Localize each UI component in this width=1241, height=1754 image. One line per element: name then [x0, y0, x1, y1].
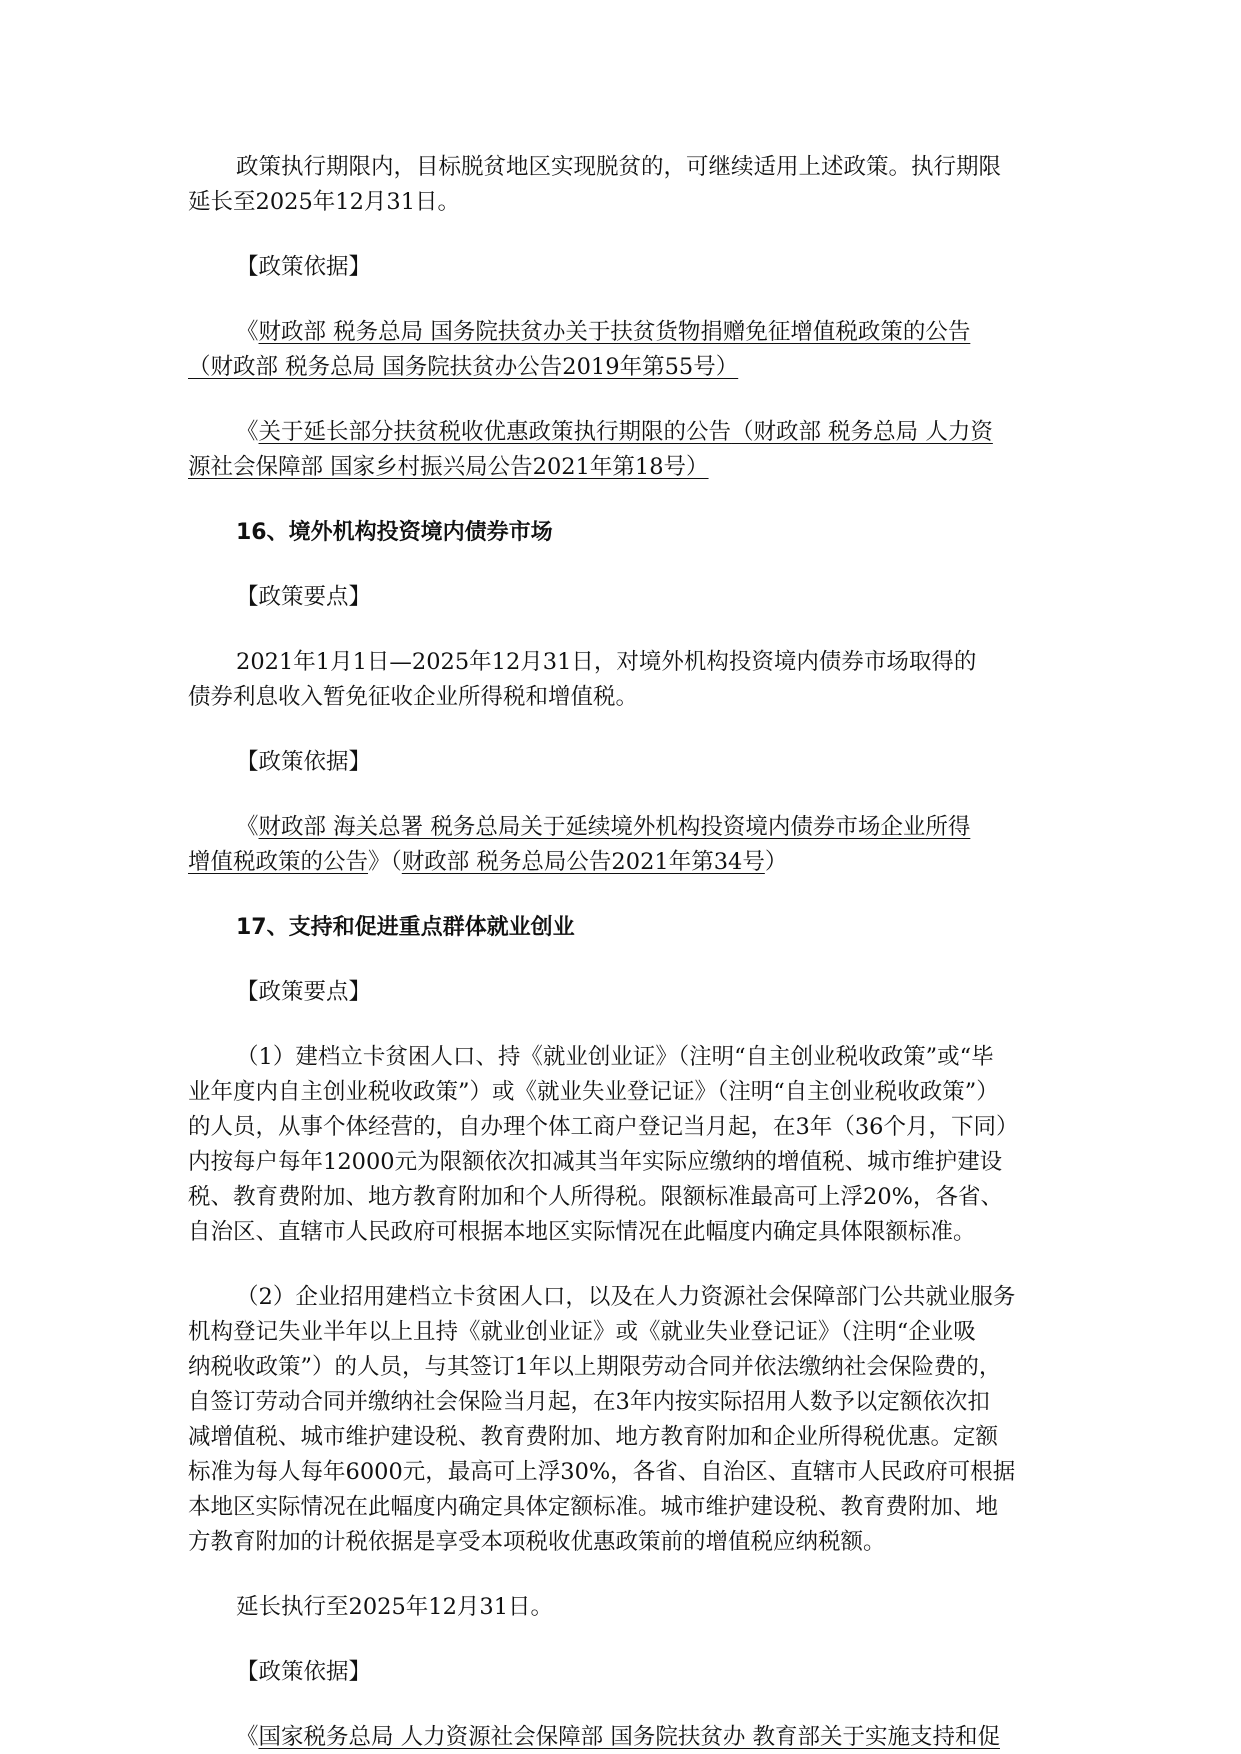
policy-link[interactable]: 关于延长部分扶贫税收优惠政策执行期限的公告 — [258, 419, 732, 445]
policy-link[interactable]: 财政部 税务总局 国务院扶贫办关于扶贫货物捐赠免征增值税政策的公告 — [258, 319, 971, 345]
paragraph-enterprise-hiring — [188, 1280, 1056, 1560]
text-line: （2）企业招用建档立卡贫困人口，以及在人力资源社会保障部门公共就业服务 — [236, 1284, 1016, 1310]
text-line — [188, 450, 1056, 485]
text-line: 自治区、直辖市人民政府可根据本地区实际情况在此幅度内确定具体限额标准。 — [188, 1219, 976, 1245]
policy-link[interactable]: （财政部 税务总局 人力资 — [731, 419, 993, 445]
text-line: 标准为每人每年6000元，最高可上浮30%，各省、自治区、直辖市人民政府可根据 — [188, 1459, 1016, 1485]
text-line: 业年度内自主创业税收政策”）或《就业失业登记证》（注明“自主创业税收政策”） — [188, 1079, 999, 1105]
text-line: 税、教育费附加、地方教育附加和个人所得税。限额标准最高可上浮20%，各省、 — [188, 1184, 1004, 1210]
text-line — [188, 415, 1056, 450]
text-line — [188, 350, 1056, 385]
text-line: 延长至2025年12月31日。 — [188, 189, 461, 215]
text-line: 债券利息收入暂免征收企业所得税和增值税。 — [188, 684, 639, 710]
text-line — [188, 315, 1056, 350]
text-line: （1）建档立卡贫困人口、持《就业创业证》（注明“自主创业税收政策”或“毕 — [236, 1044, 994, 1070]
label-policy-points: 【政策要点】 — [236, 584, 372, 610]
text-line: 内按每户每年12000元为限额依次扣减其当年实际应缴纳的增值税、城市维护建设 — [188, 1149, 1003, 1175]
policy-link[interactable]: 财政部 税务总局公告2021年第34号 — [401, 849, 765, 875]
paragraph-extension: 延长执行至2025年12月31日。 — [236, 1594, 554, 1620]
text-line: 方教育附加的计税依据是享受本项税收优惠政策前的增值税应纳税额。 — [188, 1529, 886, 1555]
paragraph-self-employment — [188, 1040, 1056, 1250]
label-policy-basis: 【政策依据】 — [236, 749, 372, 775]
policy-link[interactable]: 源社会保障部 国家乡村振兴局公告2021年第18号） — [188, 454, 709, 480]
text-line: 自签订劳动合同并缴纳社会保险当月起，在3年内按实际招用人数予以定额依次扣 — [188, 1389, 990, 1415]
section-heading-17: 17、支持和促进重点群体就业创业 — [236, 915, 575, 940]
open-quote: 《 — [236, 1724, 259, 1750]
text-line — [188, 810, 1056, 845]
policy-link[interactable]: （财政部 税务总局 国务院扶贫办公告2019年第55号） — [188, 354, 739, 380]
punctuation: 》（ — [368, 849, 402, 875]
document-body — [188, 150, 1056, 1754]
section-heading-16: 16、境外机构投资境内债券市场 — [236, 520, 553, 545]
text-line: 政策执行期限内，目标脱贫地区实现脱贫的，可继续适用上述政策。执行期限 — [236, 154, 1002, 180]
label-policy-basis: 【政策依据】 — [236, 1659, 372, 1685]
open-quote: 《 — [236, 419, 259, 445]
reference-employment-support — [188, 1720, 1056, 1754]
text-line — [188, 1720, 1056, 1754]
paragraph-bond-interest — [188, 645, 1056, 715]
open-quote: 《 — [236, 319, 259, 345]
open-quote: 《 — [236, 814, 259, 840]
punctuation: ） — [764, 849, 788, 875]
text-line: 纳税收政策”）的人员，与其签订1年以上期限劳动合同并依法缴纳社会保险费的， — [188, 1354, 1002, 1380]
reference-bond-market — [188, 810, 1056, 880]
policy-link[interactable]: 国家税务总局 人力资源社会保障部 国务院扶贫办 教育部关于实施支持和促 — [258, 1724, 1000, 1750]
text-line: 的人员，从事个体经营的，自办理个体工商户登记当月起，在3年（36个月，下同） — [188, 1114, 1019, 1140]
policy-link[interactable]: 财政部 海关总署 税务总局关于延续境外机构投资境内债券市场企业所得 — [258, 814, 971, 840]
text-line: 2021年1月1日—2025年12月31日，对境外机构投资境内债券市场取得的 — [236, 649, 977, 675]
policy-link[interactable]: 增值税政策的公告 — [188, 849, 369, 875]
text-line: 减增值税、城市维护建设税、教育费附加、地方教育附加和企业所得税优惠。定额 — [188, 1424, 999, 1450]
text-line: 本地区实际情况在此幅度内确定具体定额标准。城市维护建设税、教育费附加、地 — [188, 1494, 999, 1520]
text-line — [188, 845, 1056, 880]
reference-poverty-extension — [188, 415, 1056, 485]
label-policy-basis: 【政策依据】 — [236, 254, 372, 280]
reference-poverty-donation — [188, 315, 1056, 385]
text-line: 机构登记失业半年以上且持《就业创业证》或《就业失业登记证》（注明“企业吸 — [188, 1319, 976, 1345]
label-policy-points: 【政策要点】 — [236, 979, 372, 1005]
paragraph-policy-period — [188, 150, 1056, 220]
